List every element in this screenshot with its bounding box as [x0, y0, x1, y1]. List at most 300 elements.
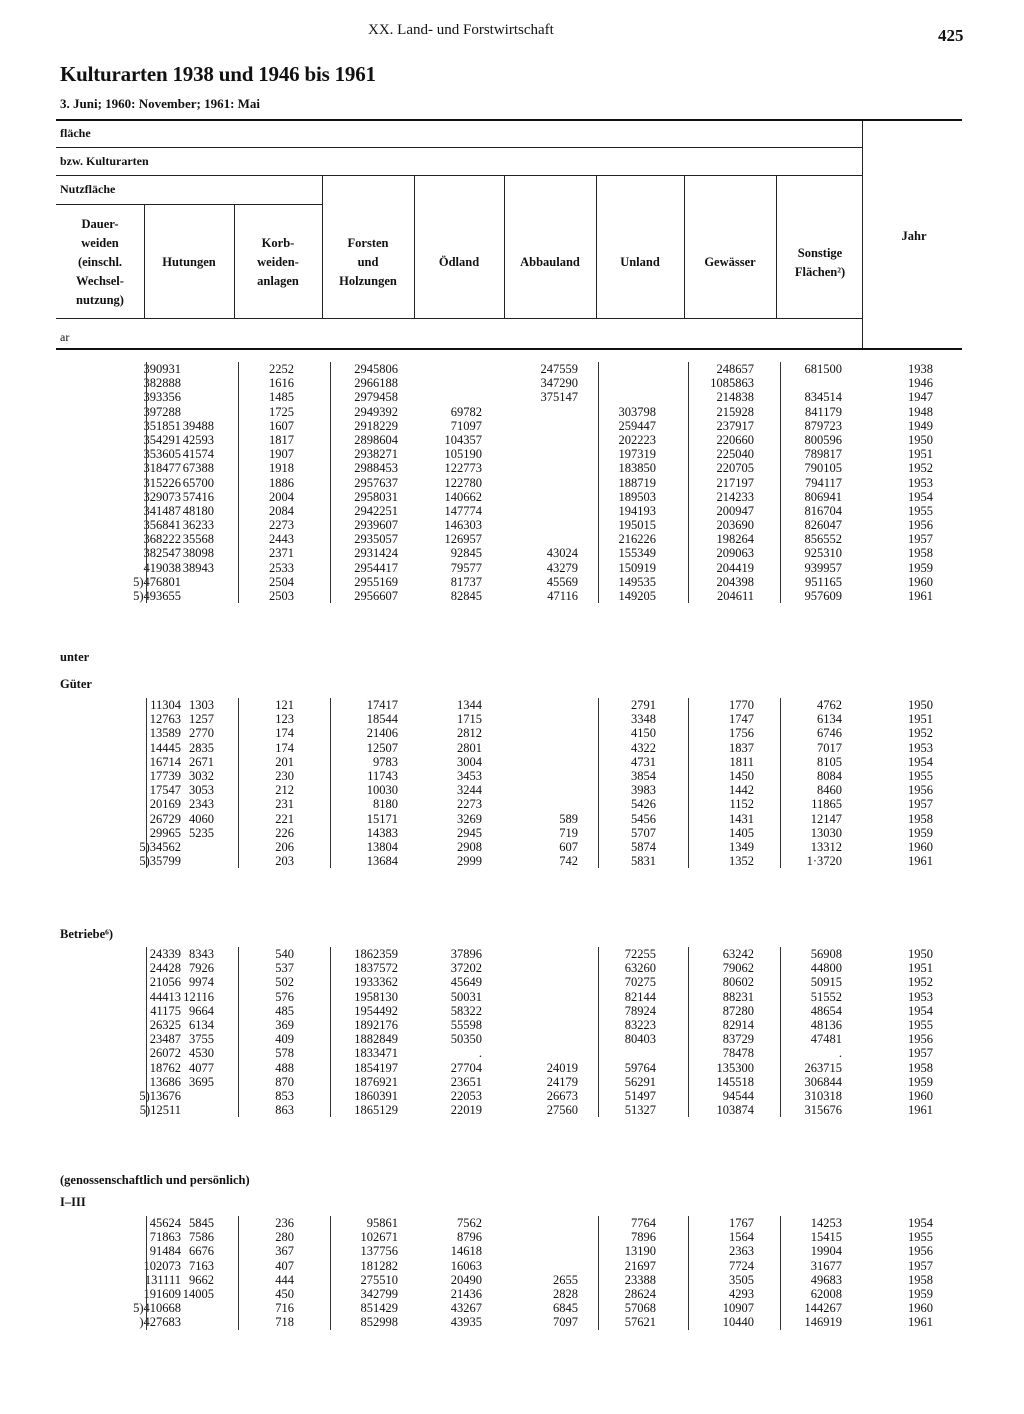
table-row: [0, 1089, 1024, 1103]
cell-oedland: 2801: [457, 740, 482, 755]
cell-jahr: 1959: [908, 560, 933, 575]
cell-unland: 259447: [618, 418, 656, 433]
column-rule: [780, 1216, 781, 1330]
cell-gewaesser: 209063: [716, 546, 754, 561]
cell-sonstige: 263715: [804, 1060, 842, 1075]
table-row: [0, 812, 1024, 826]
cell-forsten: 1865129: [354, 1103, 398, 1118]
cell-oedland: 69782: [450, 404, 482, 419]
cell-korbweiden: 2503: [269, 589, 294, 603]
cell-oedland: 45649: [450, 975, 482, 990]
section-label-betriebe: Betriebe⁶): [60, 927, 114, 941]
header-row-kulturarten: bzw. Kulturarten: [60, 154, 149, 168]
cell-hutungen: 1303: [189, 698, 214, 712]
column-rule: [688, 1216, 689, 1330]
cell-forsten: 13684: [366, 854, 398, 869]
cell-dauerweiden: 341487: [143, 503, 181, 518]
cell-jahr: 1952: [908, 461, 933, 476]
cell-jahr: 1952: [908, 975, 933, 990]
table-row: [0, 755, 1024, 769]
table-row: [0, 546, 1024, 560]
cell-unland: 197319: [618, 447, 656, 462]
cell-dauerweiden: 5)410668: [133, 1301, 181, 1316]
col-dauerweiden-line: (einschl.: [77, 255, 123, 269]
header-row-nutzflaeche: Nutzfläche: [60, 182, 116, 196]
cell-oedland: 22019: [450, 1103, 482, 1118]
cell-unland: 3348: [631, 712, 656, 727]
cell-hutungen: 42593: [182, 432, 214, 447]
header-divider: [684, 175, 685, 318]
cell-oedland: 16063: [450, 1258, 482, 1273]
col-dauerweiden: [60, 215, 140, 310]
cell-oedland: 146303: [444, 518, 482, 533]
cell-sonstige: 800596: [804, 432, 842, 447]
cell-abbauland: 47116: [547, 589, 578, 603]
cell-forsten: 18544: [366, 712, 398, 727]
cell-abbauland: 24019: [546, 1060, 578, 1075]
cell-jahr: 1958: [908, 1272, 933, 1287]
table-row: [0, 405, 1024, 419]
cell-oedland: 50350: [450, 1032, 482, 1047]
section-label-unter: unter: [60, 650, 90, 664]
cell-hutungen: 4530: [189, 1046, 214, 1061]
table-row: [0, 698, 1024, 712]
cell-unland: 303798: [618, 404, 656, 419]
cell-sonstige: 790105: [804, 461, 842, 476]
cell-korbweiden: 230: [275, 768, 294, 783]
col-korbweiden-line: weiden-: [257, 255, 299, 269]
cell-hutungen: 67388: [182, 461, 214, 476]
cell-sonstige: 789817: [804, 447, 842, 462]
cell-hutungen: 12116: [183, 989, 214, 1004]
cell-korbweiden: 2371: [269, 546, 294, 561]
cell-forsten: 10030: [366, 783, 398, 798]
cell-abbauland: 589: [559, 811, 578, 826]
cell-forsten: 21406: [366, 726, 398, 741]
cell-hutungen: 7586: [189, 1230, 214, 1245]
cell-korbweiden: 576: [275, 989, 294, 1004]
cell-sonstige: 957609: [804, 589, 842, 603]
col-forsten-line: und: [357, 255, 379, 269]
cell-hutungen: 3695: [189, 1074, 214, 1089]
cell-forsten: 1954492: [354, 1003, 398, 1018]
cell-abbauland: 24179: [546, 1074, 578, 1089]
cell-unland: 5707: [631, 825, 656, 840]
cell-dauerweiden: 29965: [149, 825, 181, 840]
cell-unland: 183850: [618, 461, 656, 476]
table-row: [0, 961, 1024, 975]
cell-sonstige: 62008: [810, 1286, 842, 1301]
cell-abbauland: 375147: [540, 390, 578, 405]
cell-forsten: 2988453: [354, 461, 398, 476]
col-sonstige: [778, 244, 862, 282]
cell-oedland: 50031: [450, 989, 482, 1004]
cell-gewaesser: 7724: [729, 1258, 754, 1273]
cell-korbweiden: 2533: [269, 560, 294, 575]
cell-sonstige: 14253: [810, 1216, 842, 1230]
table-row: [0, 476, 1024, 490]
cell-sonstige: 925310: [804, 546, 842, 561]
cell-korbweiden: 537: [275, 961, 294, 976]
cell-sonstige: 15415: [810, 1230, 842, 1245]
cell-gewaesser: 1770: [729, 698, 754, 712]
cell-dauerweiden: 351851: [143, 418, 181, 433]
cell-oedland: 3244: [457, 783, 482, 798]
cell-sonstige: 951165: [804, 574, 842, 589]
table-row: [0, 390, 1024, 404]
cell-abbauland: 2655: [553, 1272, 578, 1287]
cell-gewaesser: 82914: [722, 1017, 754, 1032]
cell-sonstige: 879723: [804, 418, 842, 433]
cell-hutungen: 3032: [189, 768, 214, 783]
cell-dauerweiden: 353605: [143, 447, 181, 462]
cell-hutungen: 5845: [189, 1216, 214, 1230]
cell-jahr: 1951: [908, 447, 933, 462]
cell-korbweiden: 1886: [269, 475, 294, 490]
table-row: [0, 1259, 1024, 1273]
cell-unland: 72255: [624, 947, 656, 961]
cell-forsten: 342799: [360, 1286, 398, 1301]
table-row: [0, 726, 1024, 740]
cell-sonstige: .: [838, 1046, 842, 1061]
col-forsten-line: Holzungen: [339, 274, 397, 288]
cell-gewaesser: 83729: [722, 1032, 754, 1047]
column-rule: [238, 362, 239, 603]
cell-oedland: 2999: [457, 854, 482, 869]
col-dauerweiden-line: Wechsel-: [76, 274, 124, 288]
cell-sonstige: 826047: [804, 518, 842, 533]
cell-sonstige: 56908: [810, 947, 842, 961]
table-row: [0, 826, 1024, 840]
table-row: [0, 490, 1024, 504]
cell-gewaesser: 1767: [729, 1216, 754, 1230]
cell-sonstige: 841179: [804, 404, 842, 419]
col-abbauland: Abbauland: [520, 255, 580, 269]
cell-sonstige: 13030: [810, 825, 842, 840]
column-rule: [146, 362, 147, 603]
cell-sonstige: 47481: [810, 1032, 842, 1047]
cell-korbweiden: 236: [275, 1216, 294, 1230]
cell-unland: 4150: [631, 726, 656, 741]
cell-forsten: 13804: [366, 839, 398, 854]
cell-jahr: 1955: [908, 768, 933, 783]
cell-jahr: 1947: [908, 390, 933, 405]
cell-gewaesser: 4293: [729, 1286, 754, 1301]
cell-dauerweiden: 393356: [143, 390, 181, 405]
cell-gewaesser: 220705: [716, 461, 754, 476]
cell-gewaesser: 198264: [716, 532, 754, 547]
cell-hutungen: 2835: [189, 740, 214, 755]
cell-sonstige: 48654: [810, 1003, 842, 1018]
cell-jahr: 1961: [908, 589, 933, 603]
section-label-i-iii: I–III: [60, 1195, 86, 1209]
cell-forsten: 2898604: [354, 432, 398, 447]
cell-gewaesser: 1564: [729, 1230, 754, 1245]
cell-oedland: 8796: [457, 1230, 482, 1245]
cell-dauerweiden: 26729: [149, 811, 181, 826]
header-rule: [56, 147, 862, 148]
cell-gewaesser: 87280: [722, 1003, 754, 1018]
cell-jahr: 1957: [908, 1046, 933, 1061]
cell-gewaesser: 225040: [716, 447, 754, 462]
cell-gewaesser: 217197: [716, 475, 754, 490]
cell-gewaesser: 94544: [722, 1088, 754, 1103]
cell-unland: 4322: [631, 740, 656, 755]
cell-jahr: 1953: [908, 989, 933, 1004]
cell-jahr: 1958: [908, 1060, 933, 1075]
cell-dauerweiden: 13589: [149, 726, 181, 741]
cell-unland: 80403: [624, 1032, 656, 1047]
cell-oedland: 22053: [450, 1088, 482, 1103]
cell-forsten: 2955169: [354, 574, 398, 589]
cell-unland: 216226: [618, 532, 656, 547]
cell-hutungen: 3053: [189, 783, 214, 798]
cell-korbweiden: 485: [275, 1003, 294, 1018]
running-header: XX. Land- und Forstwirtschaft: [368, 22, 554, 38]
cell-hutungen: 9974: [189, 975, 214, 990]
cell-hutungen: 65700: [182, 475, 214, 490]
column-rule: [598, 947, 599, 1117]
cell-hutungen: 8343: [189, 947, 214, 961]
cell-dauerweiden: 102073: [143, 1258, 181, 1273]
cell-sonstige: 13312: [810, 839, 842, 854]
header-rule-top: [56, 119, 962, 121]
cell-gewaesser: 135300: [716, 1060, 754, 1075]
cell-unland: 5426: [631, 797, 656, 812]
cell-gewaesser: 79062: [722, 961, 754, 976]
column-rule: [598, 698, 599, 868]
table-row: [0, 1075, 1024, 1089]
cell-forsten: 17417: [366, 698, 398, 712]
cell-jahr: 1955: [908, 1230, 933, 1245]
cell-jahr: 1959: [908, 1074, 933, 1089]
cell-unland: 21697: [624, 1258, 656, 1273]
table-row: [0, 1230, 1024, 1244]
cell-dauerweiden: 131111: [144, 1272, 181, 1287]
cell-gewaesser: 88231: [722, 989, 754, 1004]
table-row: [0, 518, 1024, 532]
cell-korbweiden: 2273: [269, 518, 294, 533]
cell-unland: 5456: [631, 811, 656, 826]
cell-forsten: 1882849: [354, 1032, 398, 1047]
cell-abbauland: 742: [559, 854, 578, 869]
cell-dauerweiden: 5)35799: [139, 854, 181, 869]
data-block-gueter: [0, 698, 1024, 868]
cell-oedland: 82845: [450, 589, 482, 603]
table-row: [0, 783, 1024, 797]
cell-dauerweiden: 390931: [143, 362, 181, 376]
cell-dauerweiden: 5)12511: [139, 1103, 181, 1118]
cell-forsten: 15171: [366, 811, 398, 826]
table-row: [0, 589, 1024, 603]
cell-gewaesser: 1085863: [710, 376, 754, 391]
cell-jahr: 1961: [908, 854, 933, 869]
cell-sonstige: 4762: [817, 698, 842, 712]
cell-unland: 13190: [624, 1244, 656, 1259]
cell-korbweiden: 1907: [269, 447, 294, 462]
cell-sonstige: 48136: [810, 1017, 842, 1032]
cell-dauerweiden: 17547: [149, 783, 181, 798]
cell-korbweiden: 174: [275, 740, 294, 755]
cell-korbweiden: 1918: [269, 461, 294, 476]
table-row: [0, 433, 1024, 447]
cell-gewaesser: 1756: [729, 726, 754, 741]
cell-sonstige: 44800: [810, 961, 842, 976]
cell-forsten: 1833471: [354, 1046, 398, 1061]
cell-korbweiden: 409: [275, 1032, 294, 1047]
cell-forsten: 181282: [360, 1258, 398, 1273]
cell-unland: 7896: [631, 1230, 656, 1245]
cell-sonstige: 7017: [817, 740, 842, 755]
table-row: [0, 1244, 1024, 1258]
cell-unland: 51497: [624, 1088, 656, 1103]
cell-oedland: 37896: [450, 947, 482, 961]
cell-gewaesser: 80602: [722, 975, 754, 990]
col-oedland: Ödland: [438, 255, 480, 269]
cell-jahr: 1938: [908, 362, 933, 376]
cell-unland: 188719: [618, 475, 656, 490]
cell-dauerweiden: 26325: [149, 1017, 181, 1032]
column-rule: [146, 698, 147, 868]
cell-sonstige: 834514: [804, 390, 842, 405]
cell-dauerweiden: 91484: [149, 1244, 181, 1259]
cell-korbweiden: 201: [275, 754, 294, 769]
cell-unland: 3983: [631, 783, 656, 798]
cell-korbweiden: 2084: [269, 503, 294, 518]
cell-korbweiden: 174: [275, 726, 294, 741]
cell-forsten: 12507: [366, 740, 398, 755]
table-row: [0, 1103, 1024, 1117]
cell-forsten: 852998: [360, 1315, 398, 1330]
table-row: [0, 1032, 1024, 1046]
cell-jahr: 1955: [908, 503, 933, 518]
cell-forsten: 2945806: [354, 362, 398, 376]
cell-oedland: 27704: [450, 1060, 482, 1075]
table-row: [0, 1061, 1024, 1075]
column-rule: [330, 362, 331, 603]
cell-jahr: 1950: [908, 698, 933, 712]
cell-dauerweiden: 24339: [149, 947, 181, 961]
cell-dauerweiden: 5)13676: [139, 1088, 181, 1103]
cell-hutungen: 6676: [189, 1244, 214, 1259]
table-row: [0, 376, 1024, 390]
cell-sonstige: 146919: [804, 1315, 842, 1330]
cell-korbweiden: 578: [275, 1046, 294, 1061]
header-row-flaeche: fläche: [60, 126, 91, 140]
cell-jahr: 1961: [908, 1315, 933, 1330]
cell-korbweiden: 367: [275, 1244, 294, 1259]
cell-korbweiden: 1817: [269, 432, 294, 447]
cell-oedland: 3004: [457, 754, 482, 769]
cell-dauerweiden: 329073: [143, 489, 181, 504]
cell-korbweiden: 853: [275, 1088, 294, 1103]
table-row: [0, 1018, 1024, 1032]
cell-sonstige: 856552: [804, 532, 842, 547]
cell-hutungen: 38098: [182, 546, 214, 561]
cell-forsten: 2979458: [354, 390, 398, 405]
cell-unland: 4731: [631, 754, 656, 769]
column-rule: [238, 947, 239, 1117]
cell-forsten: 14383: [366, 825, 398, 840]
cell-unland: 59764: [624, 1060, 656, 1075]
column-rule: [688, 698, 689, 868]
cell-forsten: 851429: [360, 1301, 398, 1316]
cell-oedland: 79577: [450, 560, 482, 575]
table-row: [0, 1216, 1024, 1230]
cell-hutungen: 9662: [189, 1272, 214, 1287]
cell-jahr: 1960: [908, 1301, 933, 1316]
col-korbweiden-line: Korb-: [261, 236, 295, 250]
cell-forsten: 11743: [367, 768, 398, 783]
cell-sonstige: 6746: [817, 726, 842, 741]
cell-gewaesser: 1442: [729, 783, 754, 798]
table-row: [0, 1315, 1024, 1329]
cell-hutungen: 14005: [182, 1286, 214, 1301]
cell-forsten: 2956607: [354, 589, 398, 603]
table-row: [0, 854, 1024, 868]
table-row: [0, 561, 1024, 575]
cell-abbauland: 6845: [553, 1301, 578, 1316]
table-row: [0, 769, 1024, 783]
cell-oedland: 21436: [450, 1286, 482, 1301]
col-sonstige-line: Flächen²): [794, 265, 846, 279]
cell-forsten: 95861: [366, 1216, 398, 1230]
cell-jahr: 1961: [908, 1103, 933, 1118]
cell-gewaesser: 215928: [716, 404, 754, 419]
cell-korbweiden: 540: [275, 947, 294, 961]
col-forsten: [324, 234, 412, 291]
cell-sonstige: 11865: [811, 797, 842, 812]
cell-korbweiden: 488: [275, 1060, 294, 1075]
column-rule: [146, 947, 147, 1117]
cell-gewaesser: 1431: [729, 811, 754, 826]
cell-forsten: 9783: [373, 754, 398, 769]
cell-forsten: 2939607: [354, 518, 398, 533]
cell-gewaesser: 1450: [729, 768, 754, 783]
cell-abbauland: 45569: [546, 574, 578, 589]
cell-dauerweiden: 17739: [149, 768, 181, 783]
cell-gewaesser: 1811: [729, 754, 754, 769]
cell-oedland: 3453: [457, 768, 482, 783]
cell-oedland: 14618: [450, 1244, 482, 1259]
cell-dauerweiden: 13686: [149, 1074, 181, 1089]
cell-gewaesser: 204419: [716, 560, 754, 575]
cell-dauerweiden: 382547: [143, 546, 181, 561]
cell-gewaesser: 10440: [722, 1315, 754, 1330]
cell-gewaesser: 1152: [729, 797, 754, 812]
cell-jahr: 1953: [908, 475, 933, 490]
cell-jahr: 1957: [908, 532, 933, 547]
cell-gewaesser: 214233: [716, 489, 754, 504]
cell-sonstige: 794117: [804, 475, 842, 490]
cell-unland: 149535: [618, 574, 656, 589]
cell-jahr: 1950: [908, 432, 933, 447]
cell-dauerweiden: 382888: [143, 376, 181, 391]
cell-jahr: 1960: [908, 1088, 933, 1103]
cell-sonstige: 49683: [810, 1272, 842, 1287]
cell-jahr: 1951: [908, 712, 933, 727]
table-row: [0, 712, 1024, 726]
cell-hutungen: 57416: [182, 489, 214, 504]
cell-gewaesser: 3505: [729, 1272, 754, 1287]
cell-sonstige: 144267: [804, 1301, 842, 1316]
cell-forsten: 102671: [360, 1230, 398, 1245]
header-divider: [144, 204, 145, 318]
cell-jahr: 1954: [908, 754, 933, 769]
cell-sonstige: 310318: [804, 1088, 842, 1103]
cell-korbweiden: 1485: [269, 390, 294, 405]
cell-hutungen: 36233: [182, 518, 214, 533]
